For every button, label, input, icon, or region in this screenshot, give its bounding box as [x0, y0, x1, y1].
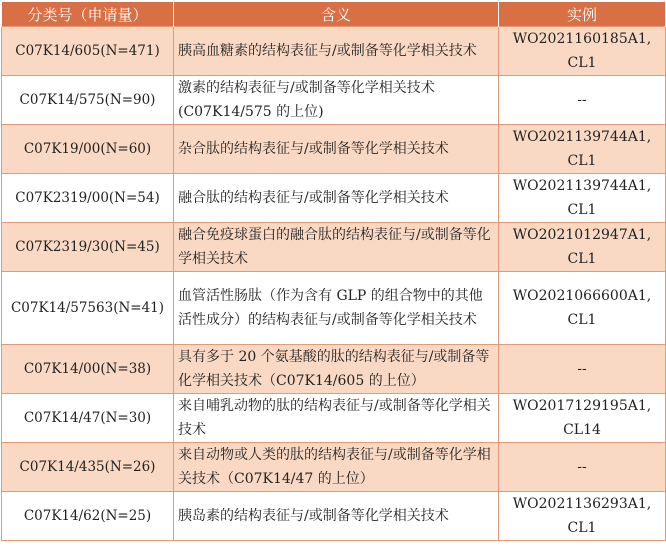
table-row	[2, 223, 666, 272]
table-row	[2, 272, 666, 345]
cell-meaning: 血管活性肠肽（作为含有 GLP 的组合物中的其他活性成分）的结构表征与/或制备等化学相关技术	[174, 272, 499, 345]
cell-example: WO2021139744A1, CL1	[499, 174, 666, 223]
cell-meaning: 杂合肽的结构表征与/或制备等化学相关技术	[174, 125, 499, 174]
cell-code: C07K14/00(N=38)	[2, 345, 174, 394]
header-code: 分类号（申请量）	[2, 2, 174, 27]
table-row	[2, 394, 666, 443]
cell-code: C07K14/605(N=471)	[2, 27, 174, 76]
cell-meaning: 融合肽的结构表征与/或制备等化学相关技术	[174, 174, 499, 223]
cell-meaning: 胰高血糖素的结构表征与/或制备等化学相关技术	[174, 27, 499, 76]
cell-code: C07K19/00(N=60)	[2, 125, 174, 174]
table-row	[2, 174, 666, 223]
cell-example: WO2017129195A1, CL14	[499, 394, 666, 443]
table-row	[2, 345, 666, 394]
table-row	[2, 76, 666, 125]
cell-code: C07K14/435(N=26)	[2, 443, 174, 492]
header-meaning: 含义	[174, 2, 499, 27]
table-header-row	[2, 2, 666, 27]
cell-code: C07K14/57563(N=41)	[2, 272, 174, 345]
cell-meaning: 胰岛素的结构表征与/或制备等化学相关技术	[174, 492, 499, 541]
cell-example: --	[499, 76, 666, 125]
cell-example: --	[499, 443, 666, 492]
cell-meaning: 具有多于 20 个氨基酸的肽的结构表征与/或制备等化学相关技术（C07K14/605 的上位）	[174, 345, 499, 394]
table-row	[2, 443, 666, 492]
cell-code: C07K2319/00(N=54)	[2, 174, 174, 223]
classification-table	[1, 2, 666, 541]
cell-meaning: 融合免疫球蛋白的融合肽的结构表征与/或制备等化学相关技术	[174, 223, 499, 272]
cell-code: C07K14/62(N=25)	[2, 492, 174, 541]
cell-code: C07K14/47(N=30)	[2, 394, 174, 443]
cell-meaning: 激素的结构表征与/或制备等化学相关技术 (C07K14/575 的上位)	[174, 76, 499, 125]
cell-example: WO2021012947A1, CL1	[499, 223, 666, 272]
cell-example: WO2021066600A1, CL1	[499, 272, 666, 345]
table-row	[2, 125, 666, 174]
cell-meaning: 来自哺乳动物的肽的结构表征与/或制备等化学相关技术	[174, 394, 499, 443]
cell-example: WO2021139744A1, CL1	[499, 125, 666, 174]
cell-example: WO2021136293A1, CL1	[499, 492, 666, 541]
cell-code: C07K2319/30(N=45)	[2, 223, 174, 272]
cell-code: C07K14/575(N=90)	[2, 76, 174, 125]
table-row	[2, 492, 666, 541]
cell-example: WO2021160185A1, CL1	[499, 27, 666, 76]
cell-meaning: 来自动物或人类的肽的结构表征与/或制备等化学相关技术（C07K14/47 的上位）	[174, 443, 499, 492]
cell-example: --	[499, 345, 666, 394]
table-row	[2, 27, 666, 76]
header-example: 实例	[499, 2, 666, 27]
